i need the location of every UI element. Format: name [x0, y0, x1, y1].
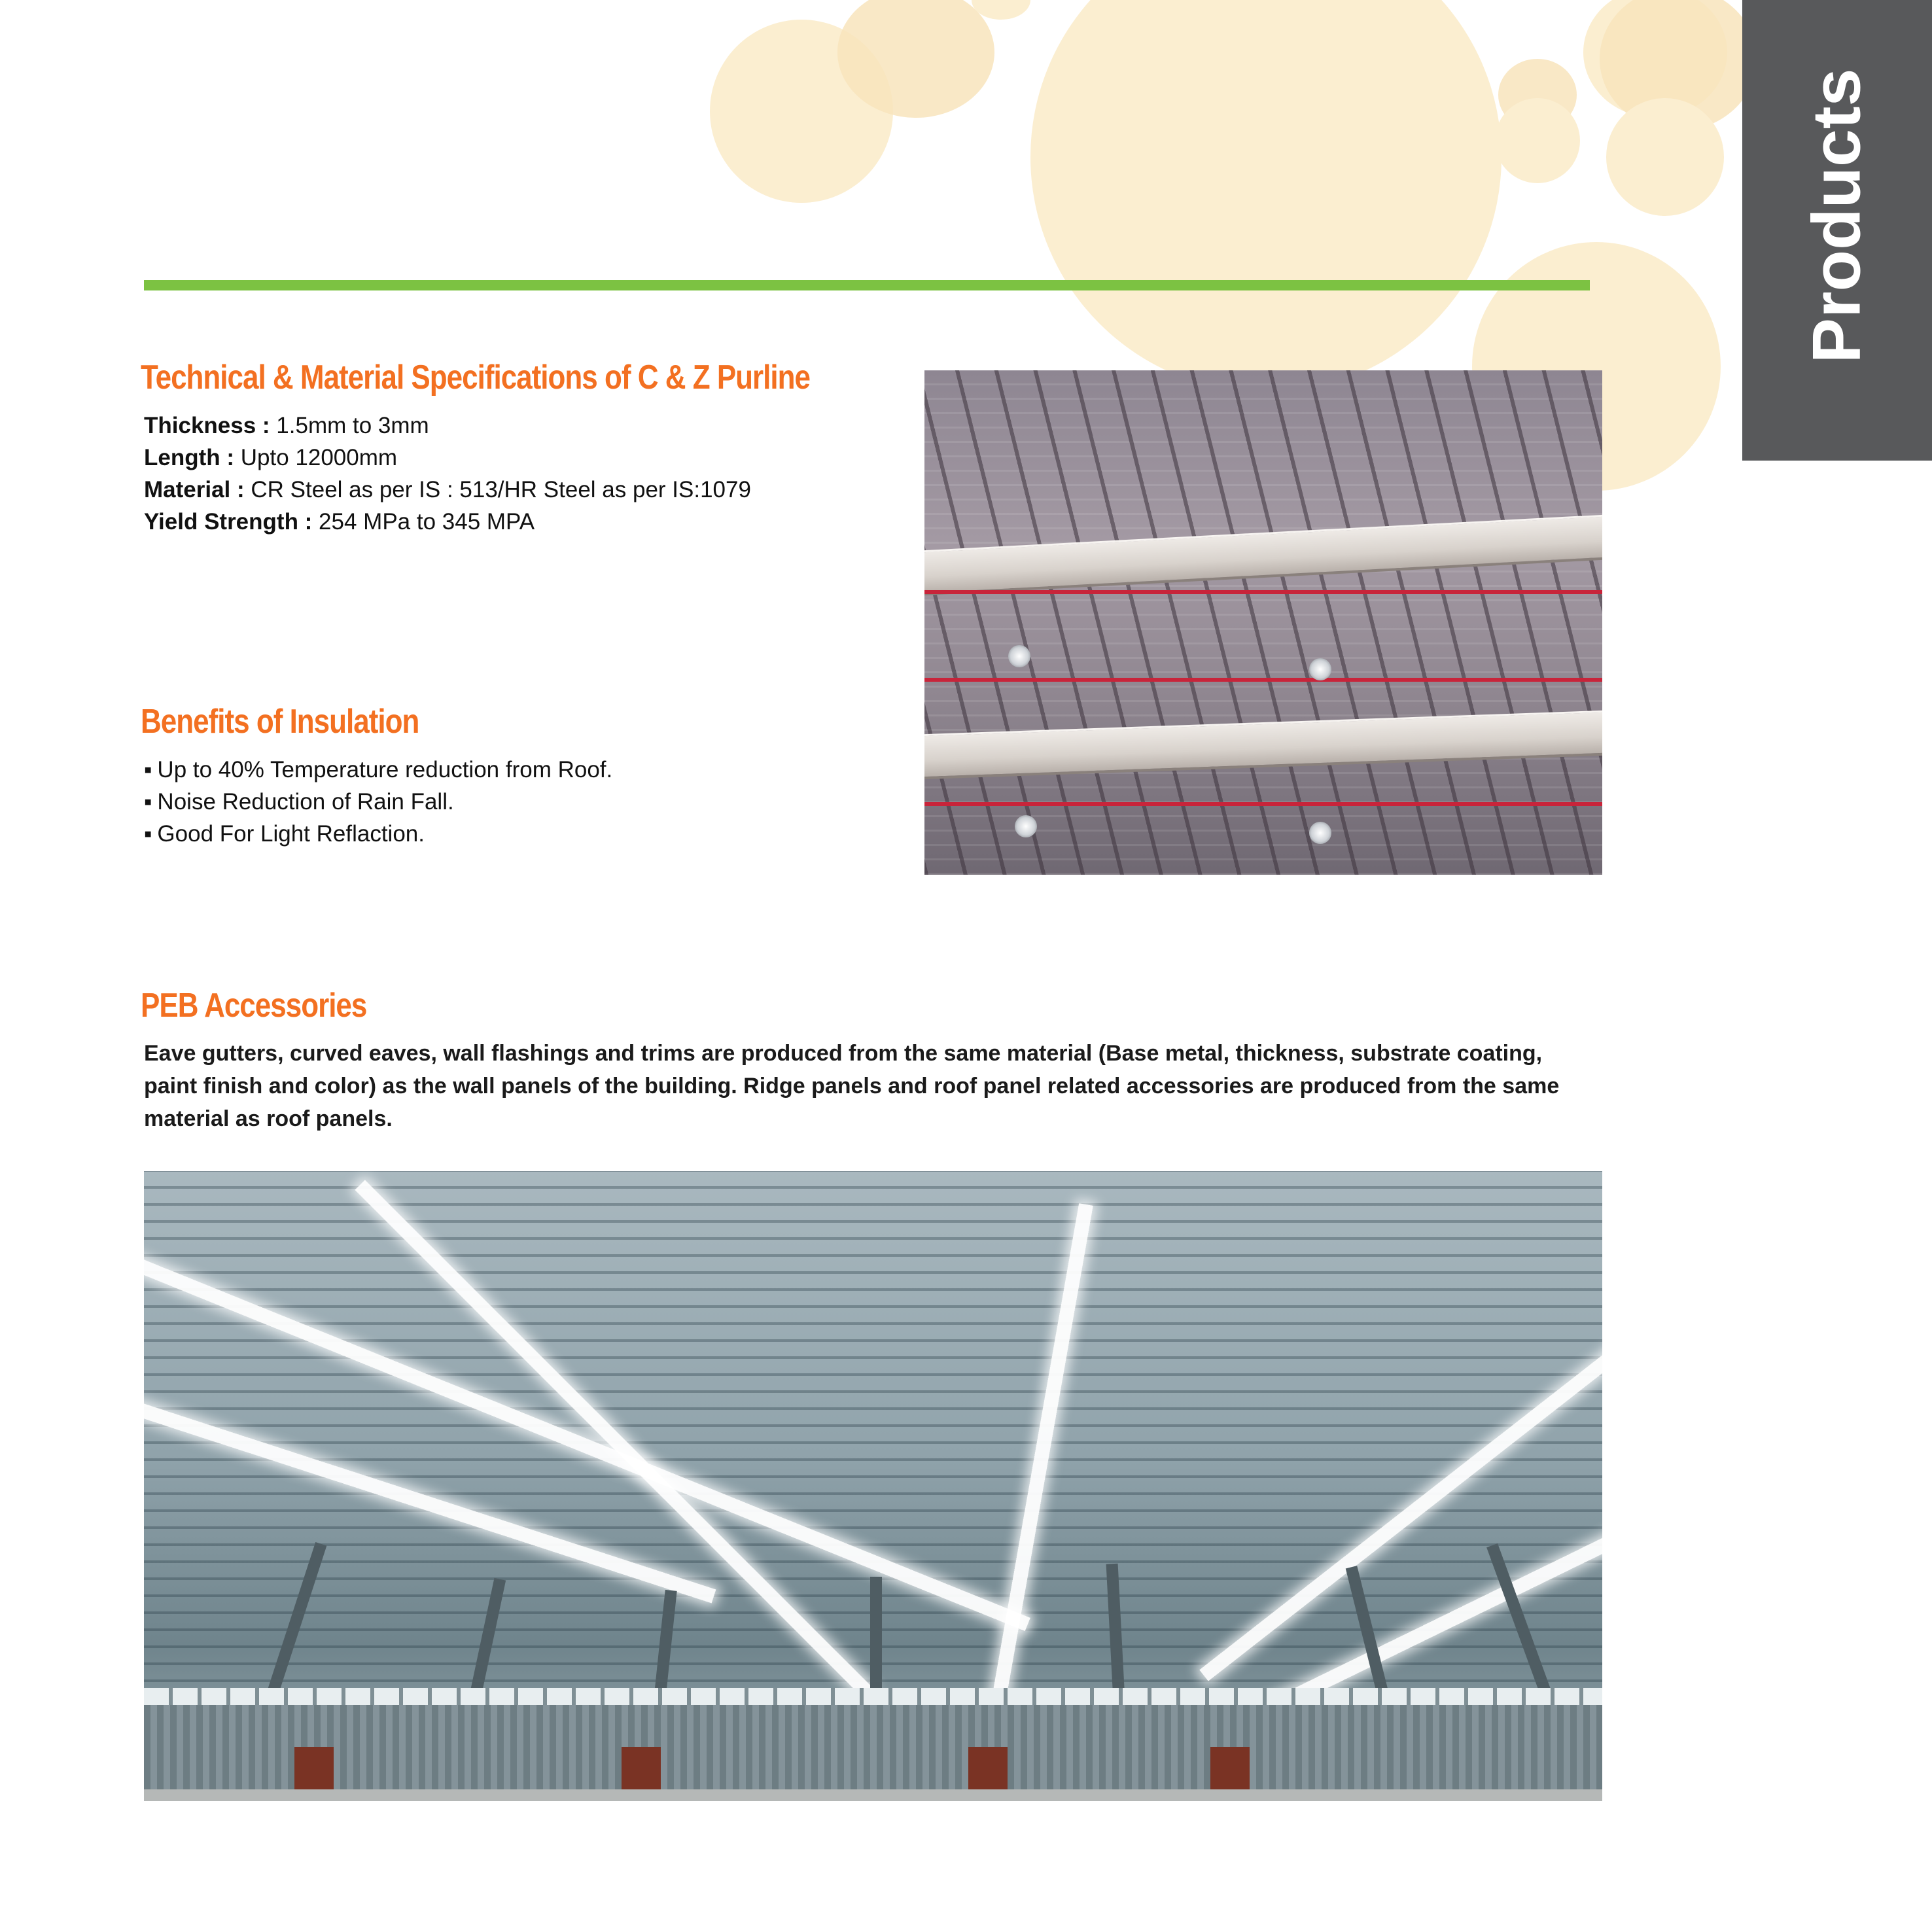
warehouse-wall — [144, 1705, 1602, 1801]
spec-label: Thickness : — [144, 413, 270, 438]
spec-row-yield-strength — [144, 506, 751, 538]
spec-row-thickness — [144, 410, 751, 442]
list-item: ▪ Noise Reduction of Rain Fall. — [144, 786, 612, 818]
ceiling-lamp — [1008, 645, 1030, 667]
ceiling-lamp — [1015, 815, 1037, 837]
accessories-paragraph: Eave gutters, curved eaves, wall flashings and trims are produced from the same material (Base metal, thickness, substrate coating, paint finish and color) as the wall panels of the building. Ridge panels and roof panel related accessories are produced from the same material as roof panels. — [144, 1041, 1560, 1131]
sprinkler-pipe — [924, 678, 1602, 682]
insulated-roof-photo — [924, 370, 1602, 875]
spec-label: Length : — [144, 445, 235, 470]
roof-truss — [924, 515, 1602, 595]
products-side-tab — [1742, 0, 1932, 461]
decorative-circle — [1030, 0, 1502, 393]
roof-truss — [924, 711, 1602, 779]
insulation-bullet-list — [144, 754, 612, 850]
spec-value: 1.5mm to 3mm — [270, 413, 429, 438]
list-item: ▪ Good For Light Reflaction. — [144, 818, 612, 850]
sprinkler-pipe — [924, 802, 1602, 806]
spec-list — [144, 410, 751, 538]
ceiling-lamp — [1309, 822, 1331, 844]
skylight-strip — [144, 1250, 1030, 1631]
decorative-circle — [1606, 98, 1724, 216]
ceiling-lamp — [1309, 658, 1331, 680]
sprinkler-pipe — [924, 590, 1602, 594]
accessories-heading: PEB Accessories — [141, 987, 367, 1025]
decorative-circle — [1495, 98, 1580, 183]
skylight-strip — [1199, 1267, 1602, 1681]
spec-value: Upto 12000mm — [234, 445, 398, 470]
green-divider — [144, 280, 1590, 290]
spec-row-material — [144, 474, 751, 506]
side-tab-label: Products — [1799, 68, 1875, 364]
insulation-heading: Benefits of Insulation — [141, 703, 419, 741]
spec-row-length — [144, 442, 751, 474]
spec-label: Yield Strength : — [144, 509, 313, 535]
spec-label: Material : — [144, 477, 245, 502]
warehouse-photo — [144, 1171, 1602, 1801]
wall-windows — [144, 1688, 1602, 1705]
skylight-strip — [355, 1180, 873, 1698]
spec-value: CR Steel as per IS : 513/HR Steel as per IS:1079 — [244, 477, 751, 502]
list-item: ▪ Up to 40% Temperature reduction from Roof. — [144, 754, 612, 786]
specs-heading: Technical & Material Specifications of C & Z Purline — [141, 359, 810, 396]
warehouse-floor — [144, 1789, 1602, 1801]
skylight-strip — [144, 1388, 716, 1604]
spec-value: 254 MPa to 345 MPA — [312, 509, 535, 535]
